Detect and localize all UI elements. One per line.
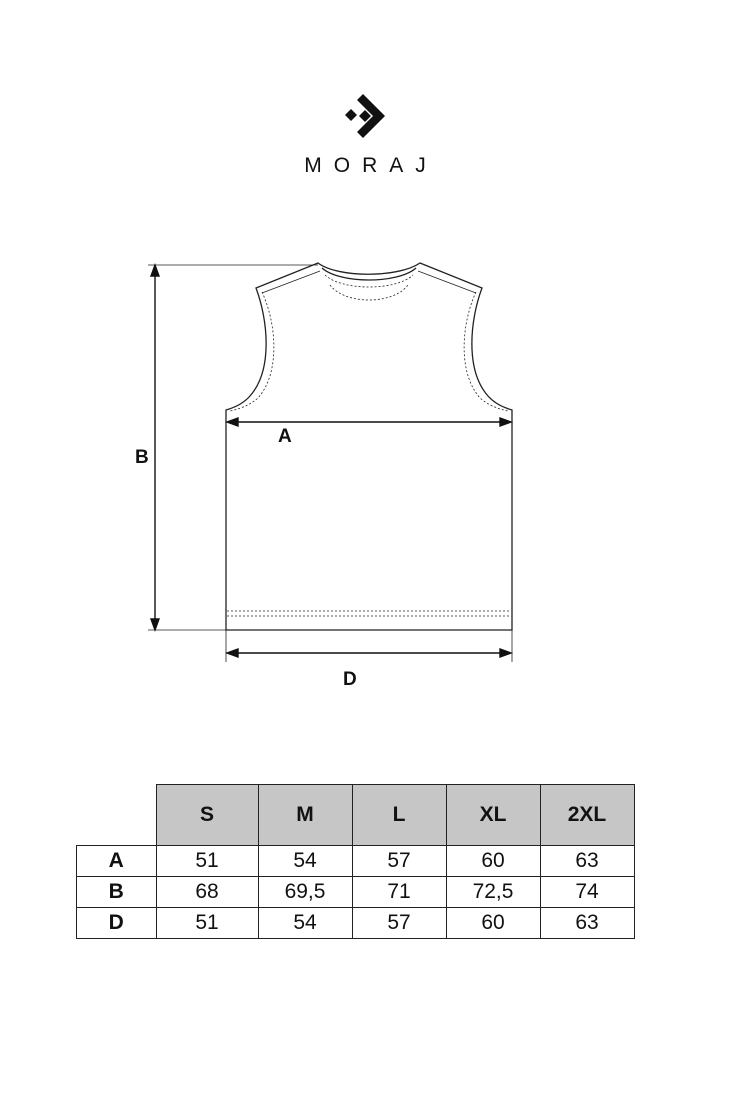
dimension-d-arrow-left bbox=[227, 649, 238, 657]
table-cell: 63 bbox=[540, 846, 634, 877]
table-cell: 60 bbox=[446, 908, 540, 939]
dimension-b-arrow-top bbox=[151, 265, 159, 276]
table-corner-cell bbox=[77, 785, 157, 846]
brand-name: MORAJ bbox=[304, 154, 438, 177]
size-header-row bbox=[77, 785, 635, 846]
dimension-a-label: A bbox=[278, 426, 292, 447]
dimension-b-arrow-bottom bbox=[151, 619, 159, 630]
table-cell: 69,5 bbox=[258, 877, 352, 908]
table-cell: 63 bbox=[540, 908, 634, 939]
table-cell: 71 bbox=[352, 877, 446, 908]
table-cell: 74 bbox=[540, 877, 634, 908]
size-column-header: XL bbox=[446, 785, 540, 846]
size-column-header: L bbox=[352, 785, 446, 846]
dimension-d-label: D bbox=[343, 669, 357, 690]
dimension-a-arrow-right bbox=[500, 418, 511, 426]
table-cell: 60 bbox=[446, 846, 540, 877]
neck-stitch-1 bbox=[325, 275, 413, 287]
measurement-row-label: D bbox=[77, 908, 157, 939]
table-cell: 51 bbox=[156, 846, 258, 877]
measurement-row-label: A bbox=[77, 846, 157, 877]
table-row bbox=[77, 877, 635, 908]
table-cell: 54 bbox=[258, 846, 352, 877]
table-row bbox=[77, 908, 635, 939]
size-column-header: S bbox=[156, 785, 258, 846]
table-row bbox=[77, 846, 635, 877]
table-cell: 57 bbox=[352, 846, 446, 877]
dimension-d-arrow-right bbox=[500, 649, 511, 657]
dimension-a-arrow-left bbox=[227, 418, 238, 426]
table-cell: 51 bbox=[156, 908, 258, 939]
measurement-row-label: B bbox=[77, 877, 157, 908]
size-column-header: 2XL bbox=[540, 785, 634, 846]
dimension-b-label: B bbox=[135, 447, 149, 468]
table-cell: 72,5 bbox=[446, 877, 540, 908]
neck-stitch-2 bbox=[330, 285, 408, 300]
tank-top-outline bbox=[226, 263, 512, 630]
table-cell: 57 bbox=[352, 908, 446, 939]
size-column-header: M bbox=[258, 785, 352, 846]
table-cell: 54 bbox=[258, 908, 352, 939]
size-chart-table bbox=[76, 784, 635, 939]
table-cell: 68 bbox=[156, 877, 258, 908]
